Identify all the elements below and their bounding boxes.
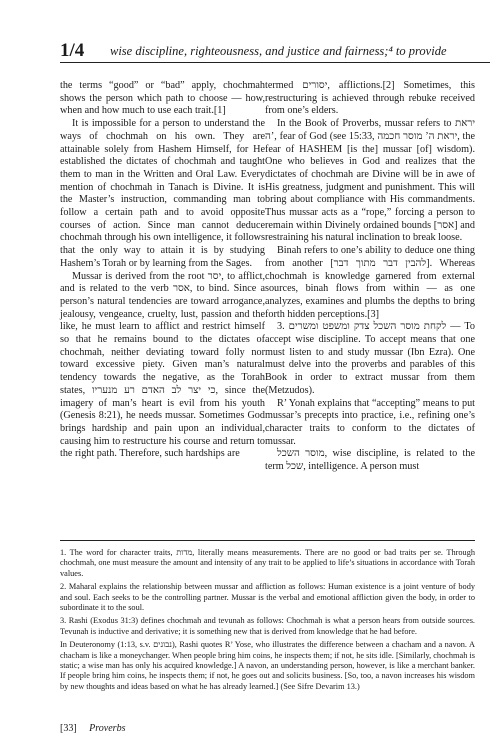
footnote: In Deuteronomy (1:13, s.v. נבונים), Rashi quotes R’ Yose, who illustrates the difference between a chacham and a navon. A chacham is like a moneychanger. When people bring him coins, he inspects them; if not, he sits idle. [Similarly, chochmah is static; a wise man has only his acquired knowledge.] A navon, an understanding person, however, is like a merchant banker. If people bring him coins, he inspects them; if not, he goes out and solicits business. [So, too, a navon increases his wisdom by new thoughts and ideas based on what he has already learned.] (See Sifre Devarim 13.) [60, 640, 476, 691]
paragraph: In the Book of Proverbs, mussar refers to יראת ה’, fear of God (see 15:33, יראת ה’ מוסר חכמה, the fear of HASHEM [is the] mussar [of] wisdom). One who believes in God and realizes that the dictates of chochmah are Divine will be in awe of His greatness, judgment and punishment. This will bring about compliance with His commandments. Thus mussar acts as a “rope,” forcing a person to remain within Divinely ordained bounds [אסר] and restraining his natural inclination to break loose. [265, 118, 475, 244]
paragraph: Binah refers to one’s ability to deduce one thing from another [להבין דבר מתוך דבר]. Whereas chochmah is knowledge garnered from external sources, binah flows from within — as one analyzes, examines and plumbs the depths to bring forth hidden perceptions.[3] [265, 245, 476, 320]
paragraph: R’ Yonah explains that “accepting” means to put mussar’s precepts into practice, i.e., refining one’s character traits to conform to the dictates of mussar. [265, 397, 475, 447]
footnote: 3. Rashi (Exodus 31:3) defines chochmah and tevunah as follows: Chochmah is what a person hears from outside sources. Tevunah is inductive and derivative; it is something new that is derived from knowledge that he had before. [60, 616, 475, 636]
paragraph: the terms “good” or “bad” apply, chochmah shows the person which path to choose — how, when and how much to use each trait.[1] [60, 80, 265, 117]
header-verse-text: wise discipline, righteousness, and justice and fairness;⁴ to provide [110, 44, 447, 58]
book-title: Proverbs [89, 723, 126, 734]
running-header [60, 40, 490, 63]
footnote: 1. The word for character traits, מדות, literally means measurements. There are no good or bad traits per se. Through chochmah, one must measure the amount and intensity of any trait to be applied to life’s situations in accordance with Torah values. [60, 548, 475, 578]
paragraph: termed יסורים, afflictions.[2] Sometimes, this restructuring is achieved through rebuke received from one’s elders. [265, 80, 475, 117]
paragraph: מוסר השכל, wise discipline, is related to the term שכל, intelligence. A person must [265, 448, 475, 473]
footnote: 2. Maharal explains the relationship between mussar and affliction as follows: Human existence is a joint venture of body and soul. Each seeks to be the controlling partner. Mussar is the verbal and emotional affliction given the body, in order to subordinate it to the soul. [60, 582, 475, 613]
paragraph: 3. לקחת מוסר השכל צדק ומשפט ומשרים — To accept wise discipline. To accept means that one must listen to and study mussar (Ibn Ezra). One must delve into the proverbs and parables of this Book in order to extract mussar from them (Metzudos). [265, 321, 476, 396]
section-number: 1/4 [60, 40, 85, 61]
page-number: [33] [60, 723, 77, 734]
left-column [60, 80, 265, 461]
footnotes [60, 548, 475, 695]
right-column [265, 80, 475, 474]
footnote-divider [60, 540, 475, 541]
paragraph: Mussar is derived from the root יסר, to afflict, and is related to the verb אסר, to bind. Since a person’s natural tendencies are toward arrogance, jealousy, vengeance, cruelty, lust, passion and the like, he must learn to afflict and restrict himself so that he remains bound to the dictates of chochmah, neither deviating toward folly nor toward excessive piety. Given man’s natural tendency towards the negative, as the Torah states, כי יצר לב האדם רע מנעריו, since the imagery of man’s heart is evil from his youth (Genesis 8:21), he needs mussar. Sometimes God brings hardship and pain upon an individual, causing him to restructure his course and return to the right path. Therefore, such hardships are [60, 270, 266, 460]
paragraph: It is impossible for a person to understand the ways of chochmah on his own. They are attainable solely from Hashem Himself, for He established the dictates of chochmah and taught them to man in the Written and Oral Law. Every mention of chochmah in Tanach is Divine. It is the Master’s instruction, commanding man to follow a certain path and to avoid opposite courses of action. Since man cannot deduce chochmah through his own intelligence, it follows that the only way to attain it is by studying Hashem’s Torah or by learning from the Sages. [60, 118, 265, 269]
page-footer [60, 723, 125, 734]
